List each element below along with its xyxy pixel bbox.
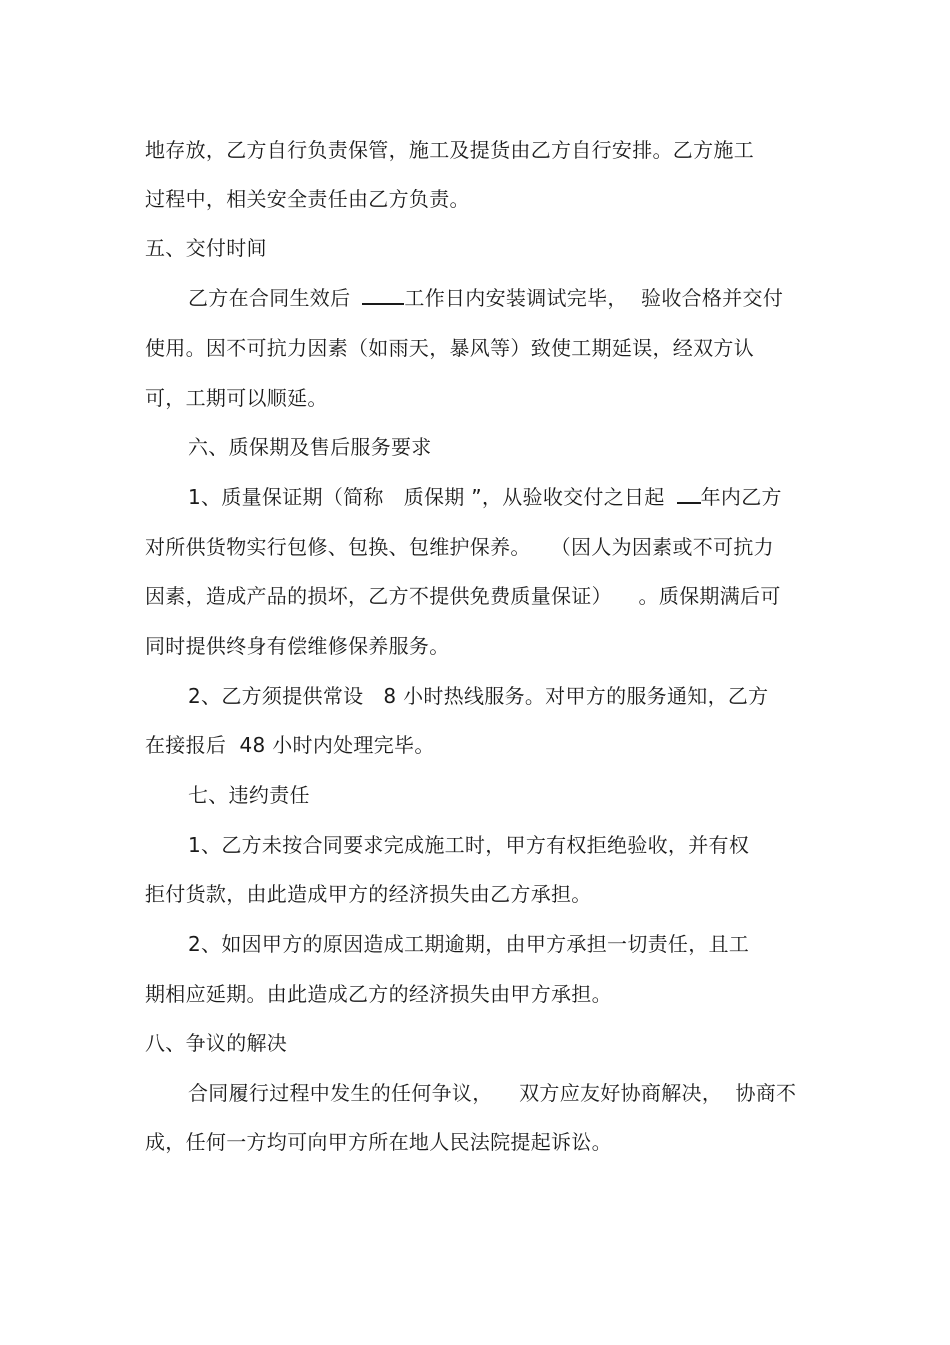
section-heading: 八、争议的解决 bbox=[145, 1031, 288, 1055]
text-line: 使用。因不可抗力因素（如雨天，暴风等）致使工期延误，经双方认 bbox=[145, 336, 754, 360]
text-line: 1、乙方未按合同要求完成施工时，甲方有权拒绝验收，并有权 bbox=[188, 833, 750, 857]
section-heading: 六、质保期及售后服务要求 bbox=[188, 435, 432, 459]
section-heading: 五、交付时间 bbox=[145, 236, 267, 260]
text-line: 同时提供终身有偿维修保养服务。 bbox=[145, 634, 450, 658]
text-line: 因素，造成产品的损坏，乙方不提供免费质量保证） 。质保期满后可 bbox=[145, 584, 781, 608]
text-line: 合同履行过程中发生的任何争议， 双方应友好协商解决， 协商不 bbox=[188, 1081, 797, 1105]
text-line: 2、如因甲方的原因造成工期逾期，由甲方承担一切责任，且工 bbox=[188, 932, 750, 956]
text-line-start bbox=[188, 284, 783, 312]
text-line: 对所供货物实行包修、包换、包维护保养。 （因人为因素或不可抗力 bbox=[145, 535, 774, 559]
fill-in-blank bbox=[677, 484, 701, 504]
text-line-start bbox=[188, 483, 782, 511]
text-fragment: 1、质量保证期（简称 质保期 ”，从验收交付之日起 bbox=[188, 485, 665, 509]
text-line: 在接报后 48 小时内处理完毕。 bbox=[145, 733, 435, 757]
text-line: 成，任何一方均可向甲方所在地人民法院提起诉讼。 bbox=[145, 1130, 612, 1154]
fill-in-blank bbox=[362, 285, 404, 305]
text-line: 地存放，乙方自行负责保管，施工及提货由乙方自行安排。乙方施工 bbox=[145, 138, 754, 162]
text-line: 2、乙方须提供常设 8 小时热线服务。对甲方的服务通知，乙方 bbox=[188, 684, 769, 708]
text-line: 可，工期可以顺延。 bbox=[145, 386, 328, 410]
text-fragment: 年内乙方 bbox=[700, 485, 782, 509]
text-line: 过程中，相关安全责任由乙方负责。 bbox=[145, 187, 470, 211]
text-line: 期相应延期。由此造成乙方的经济损失由甲方承担。 bbox=[145, 982, 612, 1006]
text-line: 拒付货款，由此造成甲方的经济损失由乙方承担。 bbox=[145, 882, 592, 906]
text-fragment: 工作日内安装调试完毕， 验收合格并交付 bbox=[404, 286, 784, 310]
text-fragment: 乙方在合同生效后 bbox=[188, 286, 351, 310]
section-heading: 七、违约责任 bbox=[188, 783, 310, 807]
